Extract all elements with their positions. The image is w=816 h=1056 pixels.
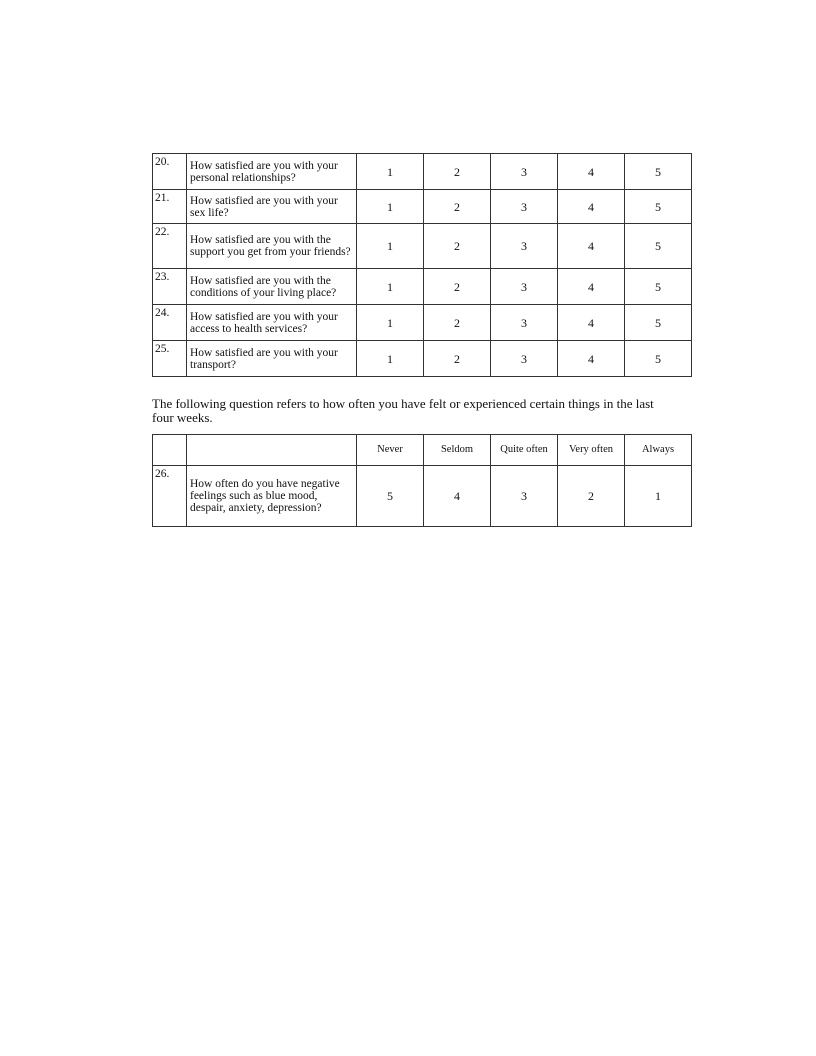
- table-row: [153, 269, 692, 305]
- rating-option-1[interactable]: 1: [357, 305, 424, 341]
- question-number: 24.: [153, 305, 187, 341]
- rating-option-4[interactable]: 4: [558, 154, 625, 190]
- rating-option-1[interactable]: 1: [357, 224, 424, 269]
- column-header-seldom: Seldom: [424, 435, 491, 466]
- rating-option-very-often[interactable]: 2: [558, 466, 625, 527]
- rating-option-5[interactable]: 5: [625, 154, 692, 190]
- rating-option-2[interactable]: 2: [424, 224, 491, 269]
- rating-option-quite-often[interactable]: 3: [491, 466, 558, 527]
- rating-option-3[interactable]: 3: [491, 224, 558, 269]
- rating-option-3[interactable]: 3: [491, 341, 558, 377]
- header-row: [153, 435, 692, 466]
- question-number: 26.: [153, 466, 187, 527]
- rating-option-2[interactable]: 2: [424, 341, 491, 377]
- rating-option-never[interactable]: 5: [357, 466, 424, 527]
- rating-option-5[interactable]: 5: [625, 269, 692, 305]
- rating-option-5[interactable]: 5: [625, 224, 692, 269]
- question-text: How satisfied are you with your sex life?: [187, 190, 357, 224]
- rating-option-3[interactable]: 3: [491, 305, 558, 341]
- rating-option-4[interactable]: 4: [558, 190, 625, 224]
- question-text: How satisfied are you with your personal relationships?: [187, 154, 357, 190]
- rating-option-2[interactable]: 2: [424, 305, 491, 341]
- question-number: 25.: [153, 341, 187, 377]
- column-header-quite-often: Quite often: [491, 435, 558, 466]
- question-number: 21.: [153, 190, 187, 224]
- question-number: 22.: [153, 224, 187, 269]
- header-empty-number: [153, 435, 187, 466]
- rating-option-3[interactable]: 3: [491, 190, 558, 224]
- table-row: [153, 154, 692, 190]
- table-row: [153, 341, 692, 377]
- rating-option-4[interactable]: 4: [558, 224, 625, 269]
- column-header-very-often: Very often: [558, 435, 625, 466]
- question-text: How satisfied are you with your access to health services?: [187, 305, 357, 341]
- question-text: How satisfied are you with the conditions of your living place?: [187, 269, 357, 305]
- rating-option-5[interactable]: 5: [625, 190, 692, 224]
- rating-option-4[interactable]: 4: [558, 269, 625, 305]
- rating-option-1[interactable]: 1: [357, 190, 424, 224]
- rating-option-1[interactable]: 1: [357, 341, 424, 377]
- column-header-always: Always: [625, 435, 692, 466]
- table-row: [153, 190, 692, 224]
- rating-option-2[interactable]: 2: [424, 190, 491, 224]
- rating-option-4[interactable]: 4: [558, 305, 625, 341]
- rating-option-4[interactable]: 4: [558, 341, 625, 377]
- question-number: 23.: [153, 269, 187, 305]
- rating-option-3[interactable]: 3: [491, 154, 558, 190]
- question-number: 20.: [153, 154, 187, 190]
- rating-option-1[interactable]: 1: [357, 154, 424, 190]
- intro-paragraph: The following question refers to how often you have felt or experienced certain things in the last four weeks.: [152, 396, 654, 425]
- rating-option-5[interactable]: 5: [625, 341, 692, 377]
- table-row: [153, 305, 692, 341]
- question-text: How satisfied are you with the support you get from your friends?: [187, 224, 357, 269]
- rating-option-seldom[interactable]: 4: [424, 466, 491, 527]
- rating-option-5[interactable]: 5: [625, 305, 692, 341]
- question-text: How satisfied are you with your transport?: [187, 341, 357, 377]
- column-header-never: Never: [357, 435, 424, 466]
- table-row: [153, 466, 692, 527]
- table-row: [153, 224, 692, 269]
- rating-option-2[interactable]: 2: [424, 269, 491, 305]
- rating-option-1[interactable]: 1: [357, 269, 424, 305]
- satisfaction-table: [152, 153, 692, 377]
- rating-option-always[interactable]: 1: [625, 466, 692, 527]
- rating-option-3[interactable]: 3: [491, 269, 558, 305]
- frequency-table: [152, 434, 692, 527]
- header-empty-question: [187, 435, 357, 466]
- question-text: How often do you have negative feelings such as blue mood, despair, anxiety, depression?: [187, 466, 357, 527]
- rating-option-2[interactable]: 2: [424, 154, 491, 190]
